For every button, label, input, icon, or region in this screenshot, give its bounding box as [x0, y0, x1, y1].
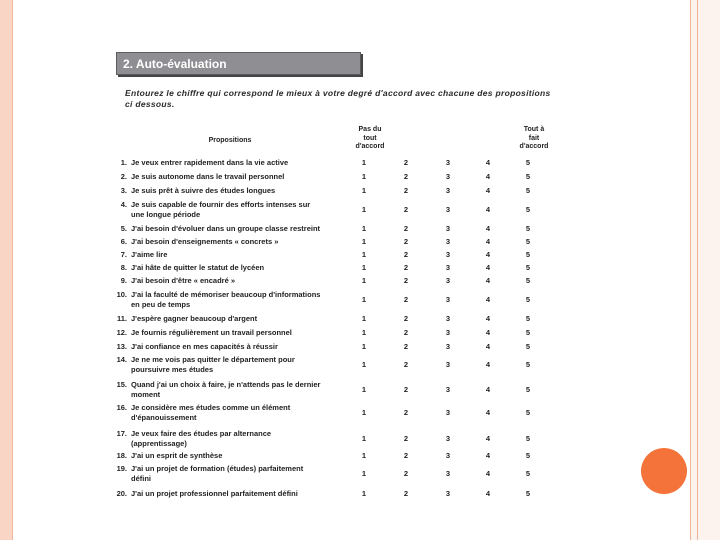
proposition-text	[131, 355, 343, 374]
rating-option-2[interactable]: 2	[403, 172, 409, 181]
rating-option-4[interactable]: 4	[485, 224, 491, 233]
proposition-line: J'ai hâte de quitter le statut de lycéen	[131, 263, 265, 272]
proposition-line: (apprentissage)	[131, 438, 187, 448]
proposition-text	[131, 276, 343, 286]
row-number: 13.	[116, 342, 127, 351]
proposition-line: J'ai un esprit de synthèse	[131, 451, 223, 460]
proposition-line: d'épanouissement	[131, 412, 197, 422]
rating-option-5[interactable]: 5	[525, 224, 531, 233]
rating-option-2[interactable]: 2	[403, 469, 409, 478]
rating-option-1[interactable]: 1	[361, 489, 367, 498]
rating-option-5[interactable]: 5	[525, 342, 531, 351]
rating-option-5[interactable]: 5	[525, 469, 531, 478]
rating-option-5[interactable]: 5	[525, 276, 531, 285]
proposition-line: J'ai besoin d'enseignements « concrets »	[131, 237, 279, 246]
rating-option-2[interactable]: 2	[403, 360, 409, 369]
rating-option-3[interactable]: 3	[445, 385, 451, 394]
rating-option-4[interactable]: 4	[485, 250, 491, 259]
proposition-text	[131, 464, 343, 483]
rating-option-1[interactable]: 1	[361, 250, 367, 259]
rating-option-1[interactable]: 1	[361, 314, 367, 323]
row-number: 5.	[120, 224, 127, 233]
rating-option-2[interactable]: 2	[403, 205, 409, 214]
proposition-text	[131, 237, 343, 247]
row-number: 3.	[120, 186, 127, 195]
proposition-line: J'ai besoin d'être « encadré »	[131, 276, 236, 285]
rating-option-3[interactable]: 3	[445, 360, 451, 369]
proposition-line: Je suis prêt à suivre des études longues	[131, 186, 276, 195]
rating-option-4[interactable]: 4	[485, 295, 491, 304]
rating-option-2[interactable]: 2	[403, 385, 409, 394]
rating-option-5[interactable]: 5	[525, 434, 531, 443]
rating-option-5[interactable]: 5	[525, 451, 531, 460]
rating-option-1[interactable]: 1	[361, 408, 367, 417]
rating-option-4[interactable]: 4	[485, 385, 491, 394]
slide-right-line	[690, 0, 691, 540]
rating-option-3[interactable]: 3	[445, 224, 451, 233]
rating-option-4[interactable]: 4	[485, 172, 491, 181]
proposition-line: Je ne me vois pas quitter le département pour	[131, 355, 295, 364]
row-number: 20.	[116, 489, 127, 498]
instruction-text: Entourez le chiffre qui correspond le mieux à votre degré d'accord avec chacune des propositions ci dessous.	[125, 88, 551, 109]
proposition-line: Je considère mes études comme un élément	[131, 403, 291, 412]
row-number: 14.	[116, 355, 127, 364]
row-number: 12.	[116, 328, 127, 337]
rating-option-4[interactable]: 4	[485, 451, 491, 460]
proposition-text	[131, 314, 343, 324]
rating-option-1[interactable]: 1	[361, 360, 367, 369]
rating-option-5[interactable]: 5	[525, 172, 531, 181]
proposition-text	[131, 451, 343, 461]
column-header-disagree: Pas du tout d'accord	[355, 126, 385, 150]
rating-option-1[interactable]: 1	[361, 434, 367, 443]
proposition-line: défini	[131, 473, 151, 483]
rating-option-5[interactable]: 5	[525, 295, 531, 304]
rating-option-4[interactable]: 4	[485, 237, 491, 246]
proposition-text	[131, 328, 343, 338]
row-number: 11.	[116, 314, 127, 323]
proposition-line: poursuivre mes études	[131, 364, 214, 374]
rating-option-5[interactable]: 5	[525, 408, 531, 417]
rating-option-4[interactable]: 4	[485, 186, 491, 195]
proposition-line: une longue période	[131, 209, 201, 219]
rating-option-5[interactable]: 5	[525, 385, 531, 394]
proposition-line: J'ai la faculté de mémoriser beaucoup d'informations	[131, 290, 321, 299]
row-number: 7.	[120, 250, 127, 259]
row-number: 4.	[120, 200, 127, 209]
rating-option-2[interactable]: 2	[403, 342, 409, 351]
rating-option-1[interactable]: 1	[361, 295, 367, 304]
rating-option-1[interactable]: 1	[361, 186, 367, 195]
rating-option-1[interactable]: 1	[361, 342, 367, 351]
column-header-agree: Tout à fait d'accord	[519, 126, 549, 150]
rating-option-3[interactable]: 3	[445, 276, 451, 285]
proposition-text	[131, 403, 343, 422]
rating-option-3[interactable]: 3	[445, 434, 451, 443]
slide-right-line	[697, 0, 698, 540]
proposition-line: Je suis autonome dans le travail personnel	[131, 172, 285, 181]
proposition-text	[131, 489, 343, 499]
rating-option-5[interactable]: 5	[525, 263, 531, 272]
proposition-line: Je veux entrer rapidement dans la vie active	[131, 158, 289, 167]
proposition-line: J'aime lire	[131, 250, 168, 259]
proposition-text	[131, 224, 343, 234]
proposition-line: Je fournis régulièrement un travail personnel	[131, 328, 292, 337]
rating-option-4[interactable]: 4	[485, 314, 491, 323]
rating-option-2[interactable]: 2	[403, 295, 409, 304]
rating-option-2[interactable]: 2	[403, 328, 409, 337]
proposition-line: J'ai confiance en mes capacités à réussir	[131, 342, 278, 351]
decorative-orange-circle	[641, 448, 687, 494]
rating-option-1[interactable]: 1	[361, 205, 367, 214]
proposition-line: moment	[131, 389, 161, 399]
proposition-line: en peu de temps	[131, 299, 191, 309]
rating-option-5[interactable]: 5	[525, 314, 531, 323]
rating-option-4[interactable]: 4	[485, 342, 491, 351]
rating-option-1[interactable]: 1	[361, 172, 367, 181]
proposition-text	[131, 342, 343, 352]
rating-option-4[interactable]: 4	[485, 263, 491, 272]
rating-option-5[interactable]: 5	[525, 328, 531, 337]
rating-option-1[interactable]: 1	[361, 237, 367, 246]
rating-option-2[interactable]: 2	[403, 489, 409, 498]
rating-option-1[interactable]: 1	[361, 276, 367, 285]
column-header-propositions: Propositions	[208, 137, 252, 144]
rating-option-3[interactable]: 3	[445, 205, 451, 214]
rating-option-3[interactable]: 3	[445, 263, 451, 272]
proposition-text	[131, 290, 343, 309]
rating-option-1[interactable]: 1	[361, 158, 367, 167]
scanned-questionnaire	[105, 40, 565, 500]
row-number: 6.	[120, 237, 127, 246]
proposition-text	[131, 172, 343, 182]
section-title: 2. Auto-évaluation	[116, 52, 361, 75]
rating-option-4[interactable]: 4	[485, 489, 491, 498]
rating-option-4[interactable]: 4	[485, 469, 491, 478]
rating-option-2[interactable]: 2	[403, 314, 409, 323]
rating-option-1[interactable]: 1	[361, 263, 367, 272]
proposition-text	[131, 200, 343, 219]
row-number: 16.	[116, 403, 127, 412]
rating-option-5[interactable]: 5	[525, 205, 531, 214]
rating-option-3[interactable]: 3	[445, 314, 451, 323]
rating-option-1[interactable]: 1	[361, 469, 367, 478]
rating-option-3[interactable]: 3	[445, 158, 451, 167]
row-number: 8.	[120, 263, 127, 272]
proposition-text	[131, 158, 343, 168]
rating-option-3[interactable]: 3	[445, 342, 451, 351]
rating-option-3[interactable]: 3	[445, 237, 451, 246]
rating-option-2[interactable]: 2	[403, 451, 409, 460]
rating-option-1[interactable]: 1	[361, 451, 367, 460]
rating-option-2[interactable]: 2	[403, 276, 409, 285]
rating-option-3[interactable]: 3	[445, 172, 451, 181]
rating-option-1[interactable]: 1	[361, 224, 367, 233]
row-number: 2.	[120, 172, 127, 181]
row-number: 1.	[120, 158, 127, 167]
proposition-text	[131, 380, 343, 399]
rating-option-1[interactable]: 1	[361, 328, 367, 337]
rating-option-5[interactable]: 5	[525, 237, 531, 246]
slide-right-panel	[690, 0, 720, 540]
rating-option-3[interactable]: 3	[445, 408, 451, 417]
rating-option-5[interactable]: 5	[525, 158, 531, 167]
rating-option-3[interactable]: 3	[445, 250, 451, 259]
rating-option-3[interactable]: 3	[445, 451, 451, 460]
proposition-text	[131, 250, 343, 260]
slide-left-stripe	[0, 0, 13, 540]
rating-option-5[interactable]: 5	[525, 360, 531, 369]
proposition-line: J'ai besoin d'évoluer dans un groupe classe restreint	[131, 224, 321, 233]
row-number: 19.	[116, 464, 127, 473]
proposition-line: J'espère gagner beaucoup d'argent	[131, 314, 258, 323]
rating-option-5[interactable]: 5	[525, 186, 531, 195]
rating-option-4[interactable]: 4	[485, 408, 491, 417]
rating-option-2[interactable]: 2	[403, 263, 409, 272]
proposition-text	[131, 429, 343, 448]
rating-option-4[interactable]: 4	[485, 360, 491, 369]
row-number: 9.	[120, 276, 127, 285]
rating-option-4[interactable]: 4	[485, 205, 491, 214]
rating-option-3[interactable]: 3	[445, 469, 451, 478]
row-number: 10.	[116, 290, 127, 299]
proposition-line: J'ai un projet de formation (études) parfaitement	[131, 464, 304, 473]
rating-option-2[interactable]: 2	[403, 434, 409, 443]
proposition-line: Quand j'ai un choix à faire, je n'attends pas le dernier	[131, 380, 321, 389]
rating-option-4[interactable]: 4	[485, 276, 491, 285]
rating-option-4[interactable]: 4	[485, 434, 491, 443]
rating-option-4[interactable]: 4	[485, 328, 491, 337]
rating-option-2[interactable]: 2	[403, 237, 409, 246]
rating-option-3[interactable]: 3	[445, 328, 451, 337]
rating-option-1[interactable]: 1	[361, 385, 367, 394]
row-number: 18.	[116, 451, 127, 460]
rating-option-3[interactable]: 3	[445, 295, 451, 304]
rating-option-5[interactable]: 5	[525, 489, 531, 498]
rating-option-2[interactable]: 2	[403, 224, 409, 233]
rating-option-2[interactable]: 2	[403, 250, 409, 259]
row-number: 15.	[116, 380, 127, 389]
rating-option-4[interactable]: 4	[485, 158, 491, 167]
rating-option-2[interactable]: 2	[403, 408, 409, 417]
row-number: 17.	[116, 429, 127, 438]
rating-option-3[interactable]: 3	[445, 489, 451, 498]
rating-option-2[interactable]: 2	[403, 158, 409, 167]
rating-option-3[interactable]: 3	[445, 186, 451, 195]
proposition-line: Je veux faire des études par alternance	[131, 429, 272, 438]
rating-option-2[interactable]: 2	[403, 186, 409, 195]
proposition-text	[131, 186, 343, 196]
proposition-text	[131, 263, 343, 273]
proposition-line: J'ai un projet professionnel parfaitement défini	[131, 489, 298, 498]
proposition-line: Je suis capable de fournir des efforts intenses sur	[131, 200, 311, 209]
rating-option-5[interactable]: 5	[525, 250, 531, 259]
